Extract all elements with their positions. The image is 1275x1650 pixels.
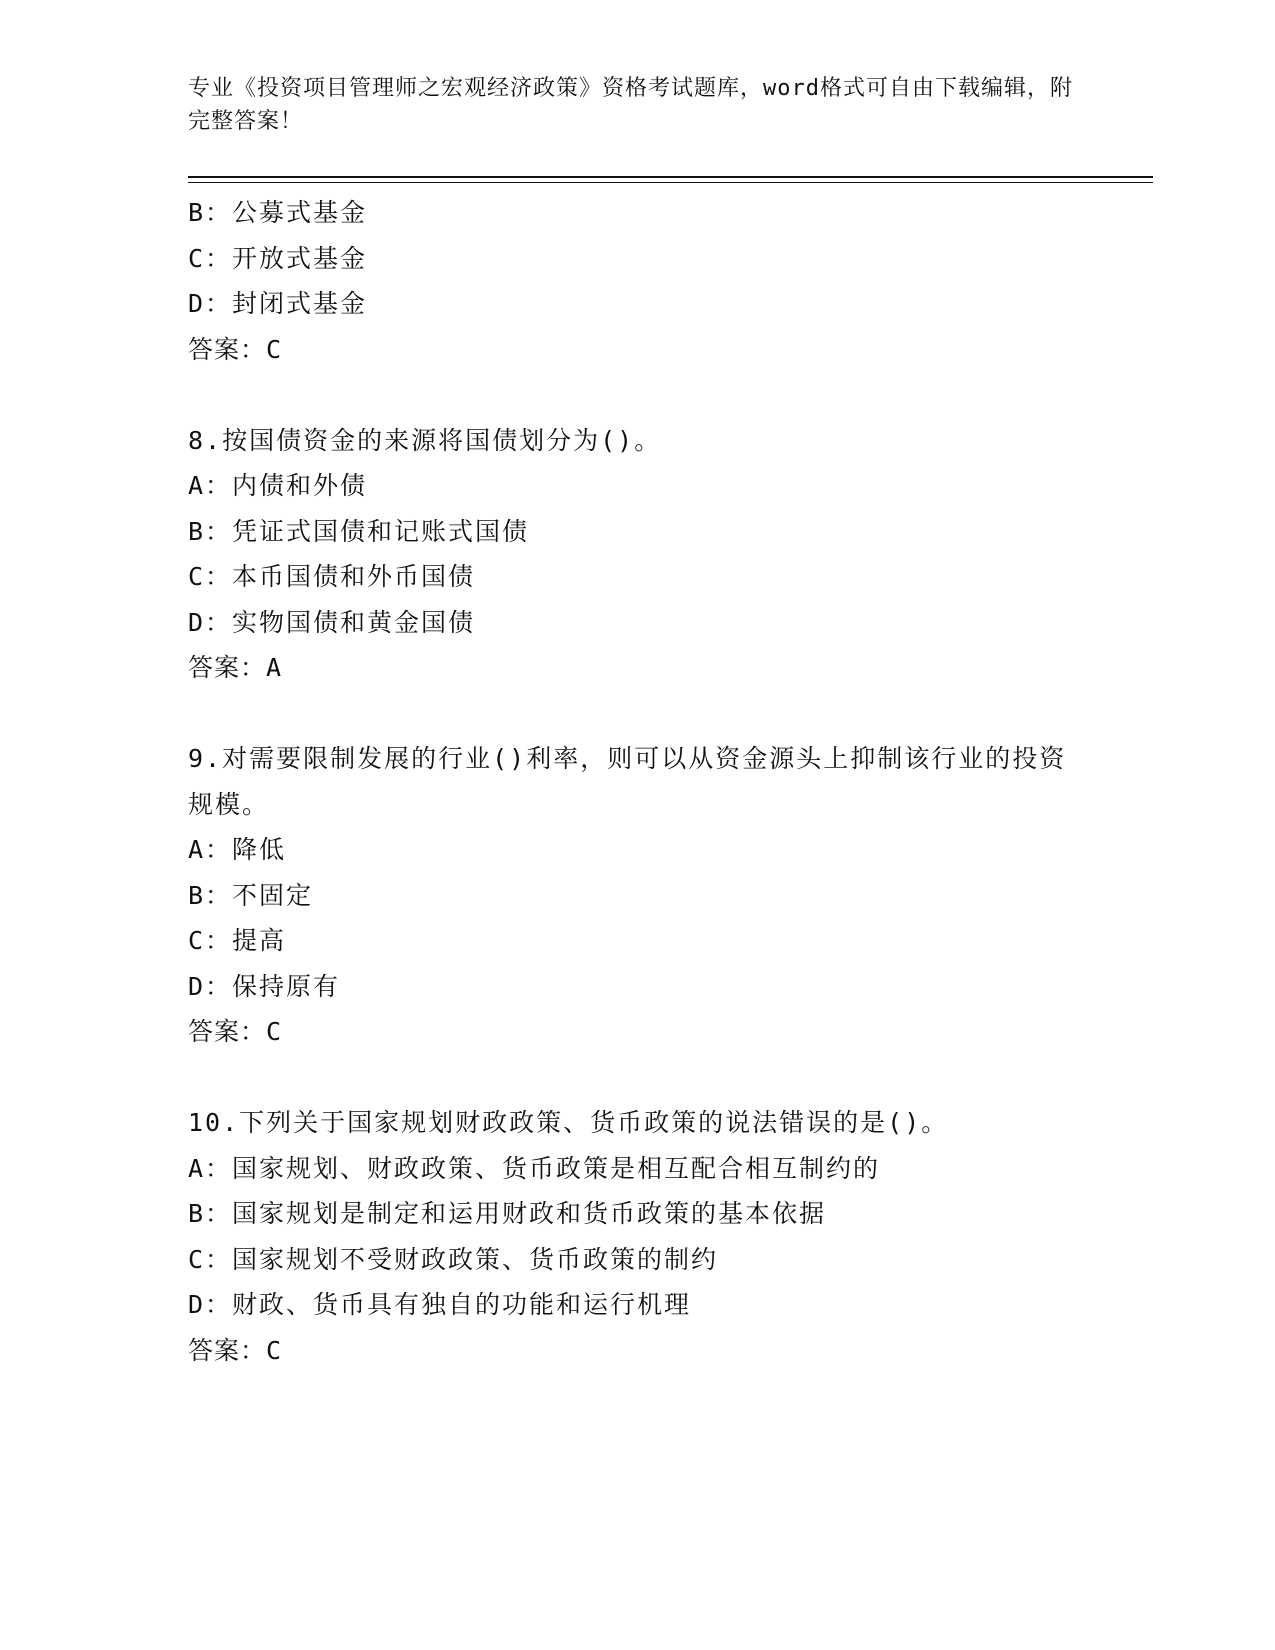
answer-line (188, 327, 1088, 373)
answer-label: 答案： (188, 653, 267, 682)
option-c: C：国家规划不受财政政策、货币政策的制约 (188, 1244, 719, 1274)
option-d: D：保持原有 (188, 971, 341, 1001)
answer-value: C (266, 1017, 283, 1046)
answer-line (188, 1009, 1088, 1055)
option-a: A：降低 (188, 835, 287, 864)
question-9 (188, 736, 1088, 1055)
document-header: 专业《投资项目管理师之宏观经济政策》资格考试题库，word格式可自由下载编辑，附完整答案！ (188, 76, 1073, 134)
question-list (188, 190, 1088, 1373)
spacer (188, 1055, 1088, 1101)
answer-value: A (266, 653, 283, 682)
option-b: B：不固定 (188, 880, 314, 910)
question-7 (188, 190, 1088, 372)
option-d: D：封闭式基金 (188, 289, 368, 318)
spacer (188, 372, 1088, 418)
option-b: B：公募式基金 (188, 198, 368, 227)
answer-label: 答案： (188, 334, 267, 364)
answer-label: 答案： (188, 1017, 267, 1046)
answer-line (188, 1328, 1088, 1374)
question-stem: 10.下列关于国家规划财政政策、货币政策的说法错误的是()。 (188, 1108, 949, 1137)
spacer (188, 691, 1088, 737)
question-stem: 9.对需要限制发展的行业()利率，则可以从资金源头上抑制该行业的投资规模。 (188, 744, 1067, 819)
option-d: D：财政、货币具有独自的功能和运行机理 (188, 1290, 692, 1319)
question-10 (188, 1100, 1088, 1373)
header-divider-thick (188, 176, 1153, 178)
option-c: C：本币国债和外币国债 (188, 562, 476, 591)
option-a: A：内债和外债 (188, 471, 368, 500)
option-c: C：开放式基金 (188, 243, 368, 273)
answer-value: C (266, 334, 283, 364)
option-a: A：国家规划、财政政策、货币政策是相互配合相互制约的 (188, 1153, 881, 1183)
option-b: B：凭证式国债和记账式国债 (188, 516, 530, 546)
answer-value: C (266, 1335, 283, 1365)
option-c: C：提高 (188, 926, 287, 955)
option-d: D：实物国债和黄金国债 (188, 607, 476, 637)
header-divider-thin (188, 182, 1153, 183)
answer-label: 答案： (188, 1335, 267, 1365)
answer-line (188, 645, 1088, 691)
question-8 (188, 418, 1088, 691)
question-stem: 8.按国债资金的来源将国债划分为()。 (188, 425, 662, 455)
option-b: B：国家规划是制定和运用财政和货币政策的基本依据 (188, 1199, 827, 1228)
